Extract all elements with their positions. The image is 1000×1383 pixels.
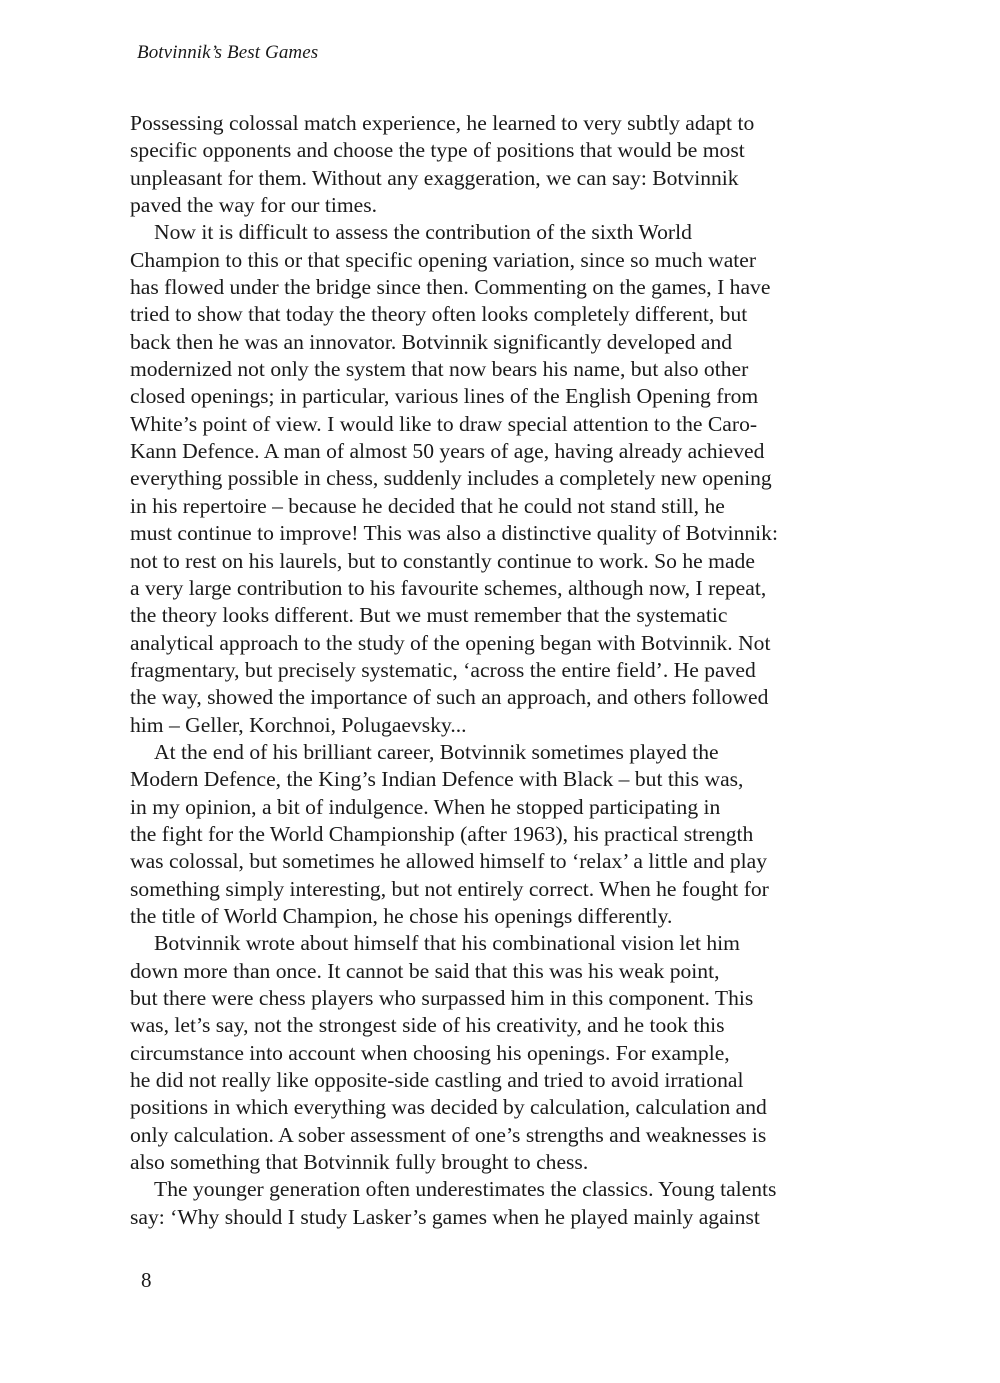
paragraph-first-line: Botvinnik wrote about himself that his combinational vision let him [154,931,740,956]
paragraph-first-line: The younger generation often underestimates the classics. Young talents [154,1177,777,1202]
paragraph-first-line: At the end of his brilliant career, Botvinnik sometimes played the [154,739,719,764]
text-line: Modern Defence, the King’s Indian Defence with Black – but this was, [130,767,744,792]
text-line: only calculation. A sober assessment of one’s strengths and weaknesses is [130,1122,767,1147]
text-line: Kann Defence. A man of almost 50 years of age, having already achieved [130,439,765,464]
text-line: something simply interesting, but not entirely correct. When he fought for [130,876,769,901]
text-line: Possessing colossal match experience, he learned to very subtly adapt to [130,111,755,135]
text-line: the title of World Champion, he chose his openings differently. [130,903,673,928]
text-line: him – Geller, Korchnoi, Polugaevsky... [130,712,467,737]
text-line: modernized not only the system that now bears his name, but also other [130,357,749,382]
text-line: Champion to this or that specific opening variation, since so much water [130,247,757,272]
text-line: analytical approach to the study of the opening began with Botvinnik. Not [130,630,771,655]
text-line: back then he was an innovator. Botvinnik significantly developed and [130,329,733,354]
text-line: he did not really like opposite-side castling and tried to avoid irrational [130,1068,744,1093]
text-line: White’s point of view. I would like to draw special attention to the Caro- [130,411,758,436]
text-line: has flowed under the bridge since then. Commenting on the games, I have [130,275,771,300]
text-line: paved the way for our times. [130,193,378,218]
text-line: but there were chess players who surpassed him in this component. This [130,986,754,1010]
text-line: say: ‘Why should I study Lasker’s games when he played mainly against [130,1204,760,1229]
text-line: the way, showed the importance of such an approach, and others followed [130,685,769,710]
text-line: tried to show that today the theory often looks completely different, but [130,302,748,327]
running-head: Botvinnik’s Best Games [137,42,319,63]
text-line: closed openings; in particular, various lines of the English Opening from [130,384,759,409]
text-line: was, let’s say, not the strongest side of his creativity, and he took this [130,1013,725,1038]
text-line: also something that Botvinnik fully brought to chess. [130,1150,589,1175]
text-line: the theory looks different. But we must remember that the systematic [130,603,728,628]
text-line: specific opponents and choose the type of positions that would be most [130,138,745,163]
text-line: must continue to improve! This was also a distinctive quality of Botvinnik: [130,521,778,546]
text-line: down more than once. It cannot be said that this was his weak point, [130,958,720,983]
text-line: circumstance into account when choosing his openings. For example, [130,1040,730,1065]
text-line: everything possible in chess, suddenly includes a completely new opening [130,466,772,491]
text-line: fragmentary, but precisely systematic, ‘across the entire field’. He paved [130,657,756,682]
text-line: positions in which everything was decided by calculation, calculation and [130,1095,767,1120]
text-line: a very large contribution to his favourite schemes, although now, I repeat, [130,575,767,600]
text-line: was colossal, but sometimes he allowed himself to ‘relax’ a little and play [130,849,768,874]
page-number: 8 [141,1268,152,1292]
text-line: unpleasant for them. Without any exaggeration, we can say: Botvinnik [130,165,739,190]
text-line: the fight for the World Championship (after 1963), his practical strength [130,821,754,846]
body-text [130,110,867,1231]
paragraph-first-line: Now it is difficult to assess the contribution of the sixth World [154,220,692,245]
text-line: not to rest on his laurels, but to constantly continue to work. So he made [130,548,755,573]
text-line: in his repertoire – because he decided that he could not stand still, he [130,493,725,518]
text-line: in my opinion, a bit of indulgence. When he stopped participating in [130,794,721,819]
